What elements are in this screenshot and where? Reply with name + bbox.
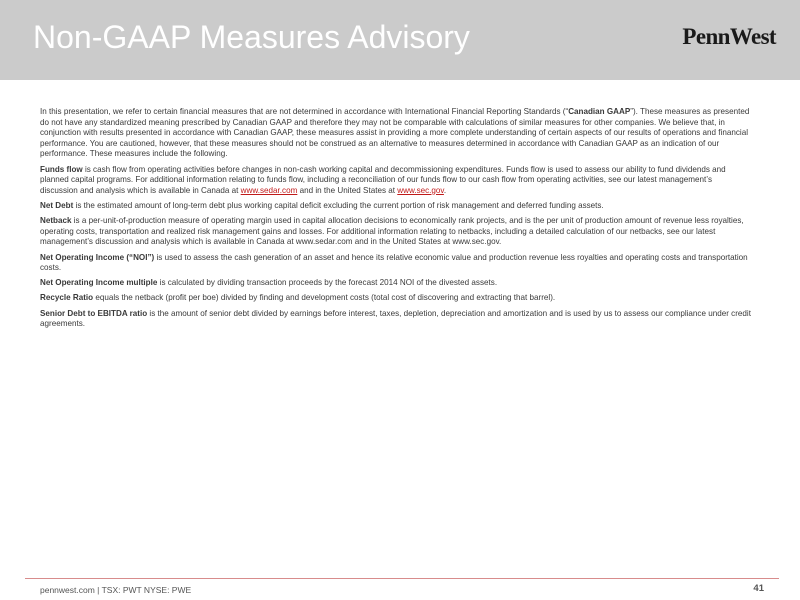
netback-term: Netback <box>40 216 72 226</box>
net-debt-text: is the estimated amount of long-term debt plus working capital deficit excluding the current portion of risk management and deferred funding assets. <box>73 200 604 210</box>
footer-divider <box>25 578 779 579</box>
recycle-ratio-term: Recycle Ratio <box>40 293 94 303</box>
noi-term: Net Operating Income (“NOI”) <box>40 252 155 262</box>
senior-debt-text: is the amount of senior debt divided by earnings before interest, taxes, depletion, depreciation and amortization and is used by us to assess our compliance under credit agreements. <box>40 308 751 329</box>
sedar-link[interactable]: www.sedar.com <box>240 185 298 195</box>
intro-bold-term: Canadian GAAP <box>568 107 631 116</box>
recycle-ratio-text: equals the netback (profit per boe) divided by finding and development costs (total cost of discovering and extracting that barrel). <box>93 293 556 303</box>
net-debt-paragraph <box>40 201 752 212</box>
slide-header <box>0 0 800 80</box>
netback-text: is a per-unit-of-production measure of operating margin used in capital allocation decisions to economically rank projects, and is the per unit of production amount of revenue less royalties, operating costs, transportation and realized risk management gains and losses. For additional information relating to netbacks, including a detailed calculation of our netbacks, see our latest management’s discussion and analysis which is available in Canada at www.sedar.com and in the United States at www.sec.gov. <box>40 216 744 247</box>
noi-multiple-term: Net Operating Income multiple <box>40 278 158 288</box>
recycle-ratio-paragraph <box>40 293 752 304</box>
pennwest-logo: PennWest <box>682 24 776 49</box>
intro-paragraph <box>40 107 752 160</box>
noi-paragraph <box>40 253 752 274</box>
senior-debt-term: Senior Debt to EBITDA ratio <box>40 308 148 318</box>
noi-multiple-text: is calculated by dividing transaction proceeds by the forecast 2014 NOI of the divested assets. <box>157 278 498 288</box>
sec-link[interactable]: www.sec.gov <box>397 185 444 195</box>
page-title: Non-GAAP Measures Advisory <box>33 19 470 55</box>
funds-flow-text-3: . <box>443 185 447 195</box>
advisory-body <box>40 107 752 334</box>
intro-text-2: ”). These measures as presented do not have any standardized meaning prescribed by Canadian GAAP and therefore they may not be comparable with calculations of similar measures for other companies. We believe that, in conjunction with results presented in accordance with Canadian GAAP, these measures assist in providing a more complete understanding of certain aspects of our results of operations and financial performance. You are cautioned, however, that these measures should not be construed as an alternative to measures determined in accordance with Canadian GAAP as an indication of our performance. These measures include the following. <box>40 107 750 159</box>
page-number: 41 <box>753 583 764 594</box>
funds-flow-text-1: is cash flow from operating activities before changes in non-cash working capital and decommissioning expenditures. Funds flow is used to assess our ability to fund dividends and planned capital programs. For additional information relating to funds flow, including a reconciliation of our funds flow to our cash flow from operating activities, see our latest management’s discussion and analysis which is available in Canada at <box>40 164 726 195</box>
noi-text: is used to assess the cash generation of an asset and hence its relative economic value and production revenue less royalties and operating costs and transportation costs. <box>40 252 748 273</box>
funds-flow-text-2: and in the United States at <box>297 185 398 195</box>
senior-debt-paragraph <box>40 309 752 330</box>
intro-text-1: In this presentation, we refer to certain financial measures that are not determined in accordance with International Financial Reporting Standards (“ <box>40 107 569 116</box>
noi-multiple-paragraph <box>40 278 752 289</box>
funds-flow-paragraph <box>40 165 752 197</box>
footer-company-info: pennwest.com | TSX: PWT NYSE: PWE <box>40 585 192 595</box>
funds-flow-term: Funds flow <box>40 164 83 174</box>
net-debt-term: Net Debt <box>40 200 74 210</box>
netback-paragraph <box>40 216 752 248</box>
